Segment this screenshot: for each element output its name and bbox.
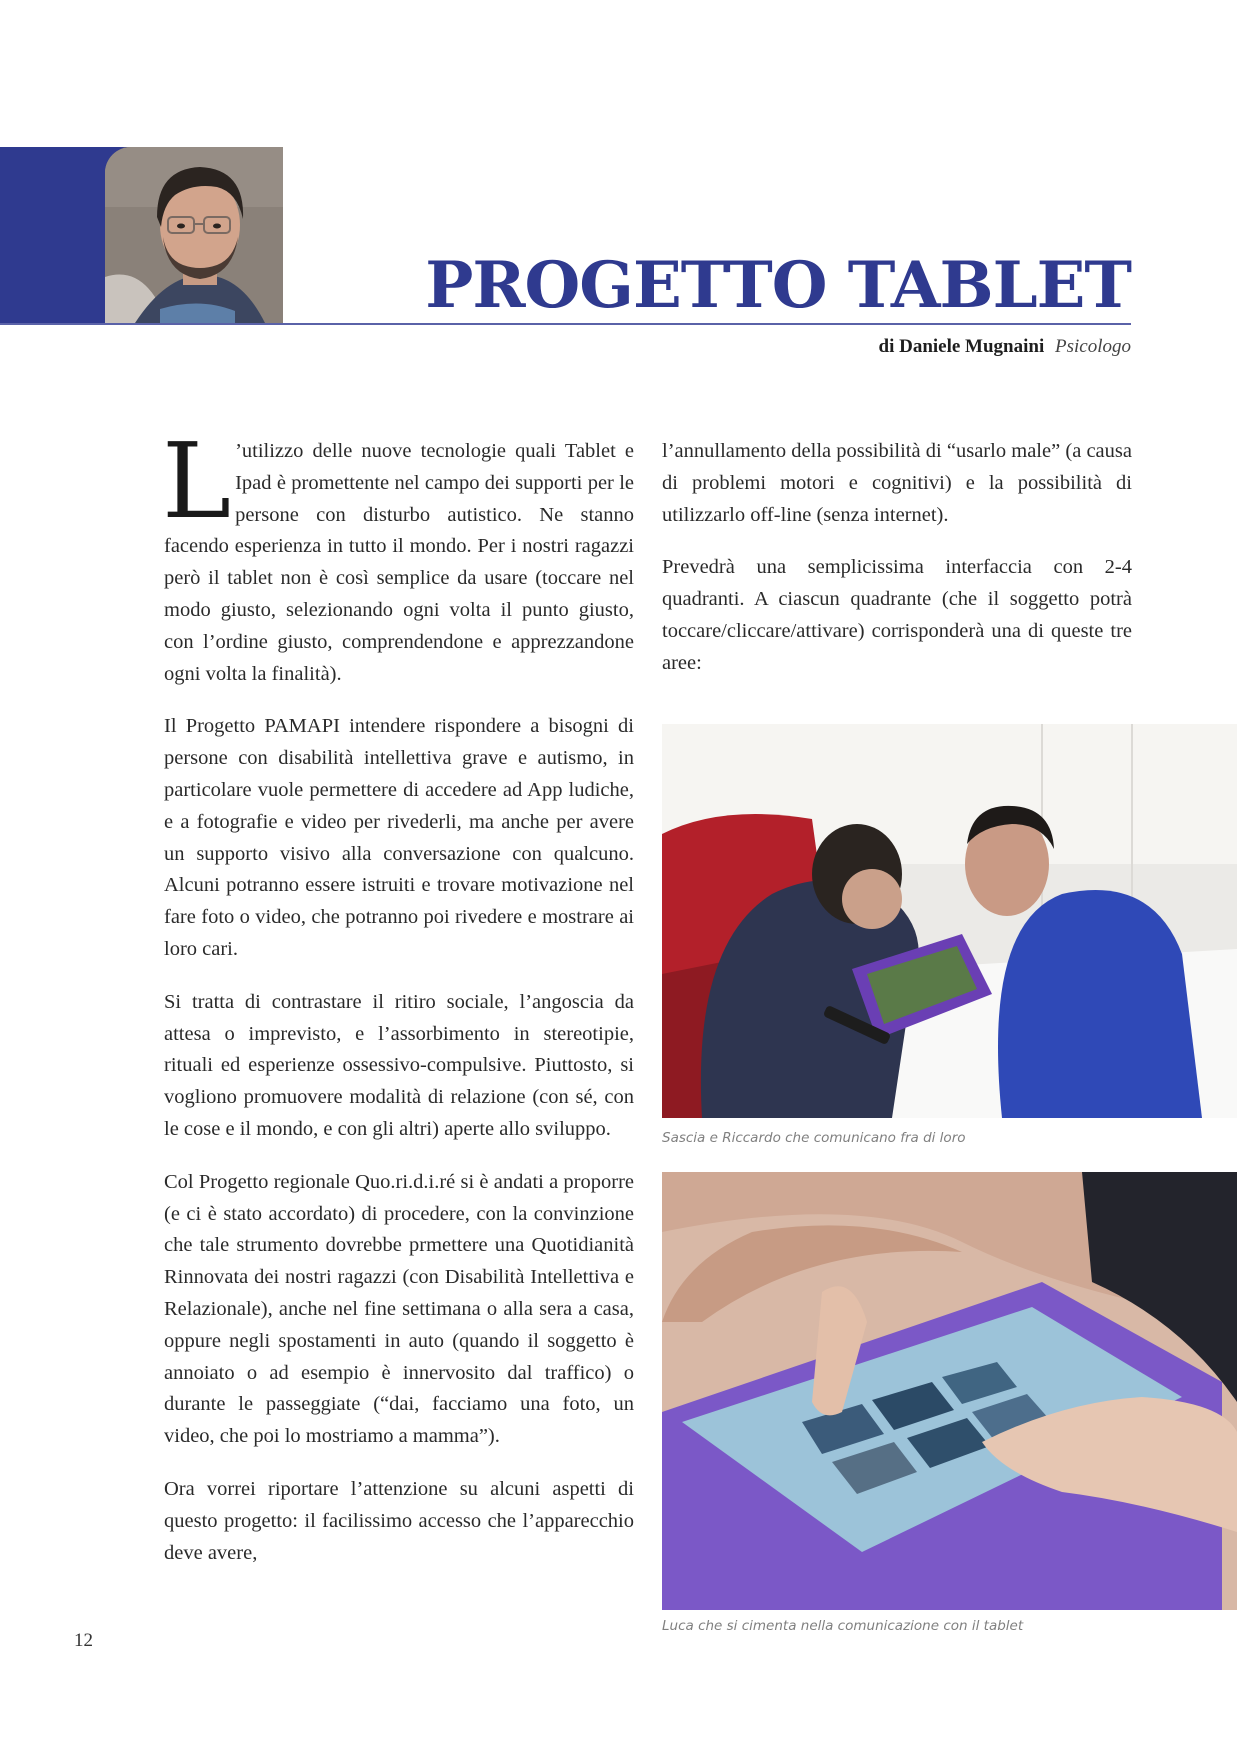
article-paragraph — [162, 420, 634, 690]
article-paragraph: Ora vorrei riportare l’attenzione su alcuni aspetti di questo progetto: il facilissimo accesso che l’apparecchio deve avere, — [164, 1477, 634, 1564]
article-paragraph: l’annullamento della possibilità di “usarlo male” (a causa di problemi motori e cognitivi) e la possibilità di utilizzarlo off-line (senza internet). — [662, 440, 1132, 526]
author-portrait — [105, 147, 283, 323]
portrait-illustration — [105, 147, 283, 323]
article-paragraph: Col Progetto regionale Quo.ri.d.i.ré si è andati a proporre (e ci è stato accordato) di procedere, con la convinzione che tale strumento dovrebbe prmettere una Quotidianità Rinnovata dei nostri ragazzi (con Disabilità Intellettiva e Relazionale), anche nel fine settimana o alla sera a casa, oppure negli spostamenti in auto (quando il soggetto è annoiato o ad esempio è innervosito dal traffico) o durante le passeggiate (“dai, facciamo una foto, un video, che poi lo mostriamo a mamma”). — [164, 1170, 634, 1448]
author-name: di Daniele Mugnaini — [878, 336, 1045, 357]
article-column-right — [662, 436, 1132, 701]
paragraph-text: ’utilizzo delle nuove tecnologie quali Tablet e Ipad è promettente nel campo dei supporti per le persone con disturbo autistico. Ne stanno facendo esperienza in tutto il mondo. Per i nostri ragazzi però il tablet non è così semplice da usare (toccare nel modo giusto, selezionando ogni volta il punto giusto, con l’ordine giusto, comprendendone e apprezzandone ogni volta la finalità). — [164, 440, 634, 685]
article-paragraph: Si tratta di contrastare il ritiro sociale, l’angoscia da attesa o imprevisto, e l’assorbimento in stereotipie, rituali ed esperienze ossessivo-compulsive. Piuttosto, si vogliono promuovere modalità di relazione (con sé, con le cose e il mondo, e con gli altri) aperte allo sviluppo. — [164, 990, 634, 1140]
byline — [879, 336, 1132, 358]
article-column-left — [162, 420, 634, 1590]
article-paragraph: Il Progetto PAMAPI intendere rispondere a bisogni di persone con disabilità intellettiva grave e autismo, in particolare vuole permettere di accedere ad App ludiche, e a fotografie e video per rivederli, ma anche per avere un supporto visivo alla conversazione con qualcuno. Alcuni potranno essere istruiti e trovare motivazione nel fare foto o video, che potranno poi rivedere e mostrare ai loro cari. — [164, 715, 634, 960]
photo-caption: Luca che si cimenta nella comunicazione con il tablet — [662, 1618, 1024, 1634]
page-number: 12 — [74, 1630, 93, 1651]
drop-cap: L — [162, 420, 232, 542]
title-divider — [0, 323, 1131, 325]
photo-illustration — [662, 1172, 1237, 1610]
article-title: PROGETTO TABLET — [425, 248, 1131, 323]
photo-hands-on-tablet — [662, 1172, 1237, 1610]
photo-illustration — [662, 724, 1237, 1118]
photo-caption: Sascia e Riccardo che comunicano fra di loro — [662, 1130, 966, 1146]
photo-two-people-tablet — [662, 724, 1237, 1118]
author-role: Psicologo — [1055, 336, 1131, 357]
article-paragraph: Prevedrà una semplicissima interfaccia con 2-4 quadranti. A ciascun quadrante (che il soggetto potrà toccare/cliccare/attivare) corrisponderà una di queste tre aree: — [662, 556, 1132, 674]
